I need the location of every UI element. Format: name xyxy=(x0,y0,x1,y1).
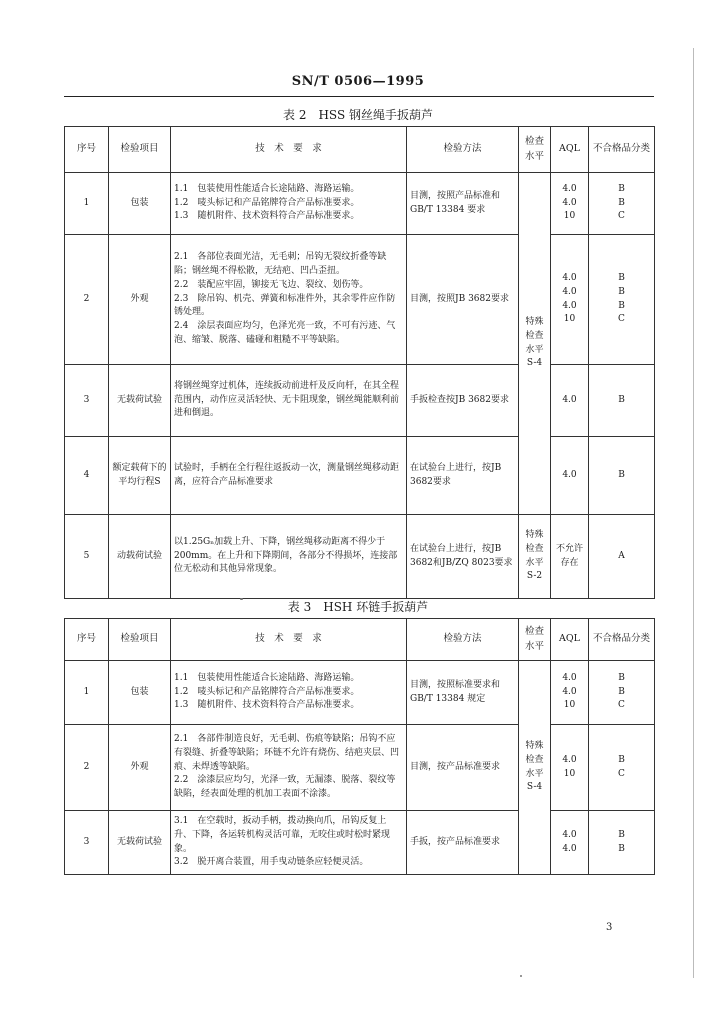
class-value: C xyxy=(618,700,625,711)
row-item: 外观 xyxy=(109,725,171,811)
row-no: 1 xyxy=(65,173,109,235)
class-value: B xyxy=(618,843,625,854)
row-requirements xyxy=(171,365,407,437)
aql-value: 10 xyxy=(563,700,576,711)
row-aql xyxy=(551,173,589,235)
row-class xyxy=(589,515,655,599)
col-class: 不合格品分类 xyxy=(589,619,655,661)
row-class xyxy=(589,811,655,875)
table3-caption: 表 3 HSH 环链手扳葫芦 xyxy=(287,600,429,614)
row-class xyxy=(589,661,655,725)
aql-value: 4.0 xyxy=(562,829,577,840)
class-value: B xyxy=(618,197,625,208)
row-no: 3 xyxy=(65,365,109,437)
row-method: 目测，按照JB 3682要求 xyxy=(407,235,519,365)
requirement-line: 2.2 涂漆层应均匀，光泽一致，无漏漆、脱落、裂纹等缺陷，经表面处理的机加工表面不涂漆。 xyxy=(174,775,396,800)
row-method: 手扳，按产品标准要求 xyxy=(407,811,519,875)
aql-value: 4.0 xyxy=(562,272,577,283)
standard-code: SN/T 0506—1995 xyxy=(291,74,425,89)
requirement-line: 1.3 随机附件、技术资料符合产品标准要求。 xyxy=(174,700,360,711)
aql-value: 10 xyxy=(563,768,576,779)
row-no: 3 xyxy=(65,811,109,875)
requirement-line: 1.3 随机附件、技术资料符合产品标准要求。 xyxy=(174,211,360,222)
row-no: 5 xyxy=(65,515,109,599)
requirement-line: 2.3 除吊钩、机壳、弹簧和标准件外，其余零件应作防锈处理。 xyxy=(174,293,396,318)
table3 xyxy=(64,618,655,875)
table2-caption: 表 2 HSS 钢丝绳手扳葫芦 xyxy=(283,108,433,122)
aql-value: 4.0 xyxy=(562,183,577,194)
aql-value: 10 xyxy=(563,211,576,222)
row-requirements xyxy=(171,235,407,365)
class-value: B xyxy=(618,686,625,697)
table2-body xyxy=(65,173,655,599)
class-value: C xyxy=(618,768,625,779)
aql-value: 4.0 xyxy=(562,672,577,683)
scan-speck xyxy=(240,598,243,600)
table-row xyxy=(65,725,655,811)
table-row xyxy=(65,811,655,875)
shared-inspection-level: 特殊检查水平S-4 xyxy=(519,173,551,515)
aql-value: 不允许存在 xyxy=(555,543,583,568)
aql-value: 4.0 xyxy=(562,469,577,480)
row-requirements xyxy=(171,725,407,811)
row-class xyxy=(589,365,655,437)
row-class xyxy=(589,235,655,365)
col-aql: AQL xyxy=(551,619,589,661)
col-item: 检验项目 xyxy=(109,619,171,661)
row-no: 2 xyxy=(65,235,109,365)
aql-value: 4.0 xyxy=(562,197,577,208)
page-number: 3 xyxy=(606,922,613,933)
table-row xyxy=(65,235,655,365)
table-row xyxy=(65,437,655,515)
class-value: A xyxy=(618,550,625,561)
requirement-line: 2.1 各部位表面光洁，无毛刺；吊钩无裂纹折叠等缺陷；钢丝绳不得松散，无结疤、凹凸歪扭。 xyxy=(174,251,387,276)
row-item: 包装 xyxy=(109,661,171,725)
col-method: 检验方法 xyxy=(407,127,519,173)
row-aql xyxy=(551,811,589,875)
col-no: 序号 xyxy=(65,619,109,661)
col-aql: AQL xyxy=(551,127,589,173)
row-aql xyxy=(551,437,589,515)
row-item: 额定载荷下的平均行程S xyxy=(109,437,171,515)
aql-value: 4.0 xyxy=(562,686,577,697)
requirement-line: 1.1 包装使用性能适合长途陆路、海路运输。 xyxy=(174,672,360,683)
row-aql xyxy=(551,515,589,599)
requirement-line: 1.2 唛头标记和产品铭牌符合产品标准要求。 xyxy=(174,686,360,697)
row-class xyxy=(589,173,655,235)
table-row xyxy=(65,173,655,235)
shared-inspection-level: 特殊检查水平S-4 xyxy=(519,661,551,875)
row-class xyxy=(589,725,655,811)
class-value: C xyxy=(618,211,625,222)
class-value: C xyxy=(618,314,625,325)
row-requirements xyxy=(171,811,407,875)
class-value: B xyxy=(618,286,625,297)
aql-value: 4.0 xyxy=(562,300,577,311)
row-requirements xyxy=(171,173,407,235)
table-row xyxy=(65,661,655,725)
class-value: B xyxy=(618,754,625,765)
row-requirements xyxy=(171,515,407,599)
scan-margin-line xyxy=(693,48,694,978)
table3-body xyxy=(65,661,655,875)
col-req: 技 术 要 求 xyxy=(171,127,407,173)
aql-value: 10 xyxy=(563,314,576,325)
class-value: B xyxy=(618,469,625,480)
col-item: 检验项目 xyxy=(109,127,171,173)
requirement-line: 2.1 各部件制造良好，无毛刺、伤痕等缺陷；吊钩不应有裂缝、折叠等缺陷；环链不允许有烧伤、结疤夹层、凹痕、未焊透等缺陷。 xyxy=(174,733,400,772)
row-method: 目测，按产品标准要求 xyxy=(407,725,519,811)
class-value: B xyxy=(618,672,625,683)
row-class xyxy=(589,437,655,515)
table-row xyxy=(65,365,655,437)
row-aql xyxy=(551,661,589,725)
requirement-line: 试验时，手柄在全行程往返扳动一次，测量钢丝绳移动距离，应符合产品标准要求 xyxy=(174,462,400,487)
class-value: B xyxy=(618,394,625,405)
scan-speck xyxy=(520,975,522,977)
row-item: 动载荷试验 xyxy=(109,515,171,599)
row-item: 无载荷试验 xyxy=(109,365,171,437)
row-aql xyxy=(551,365,589,437)
col-no: 序号 xyxy=(65,127,109,173)
class-value: B xyxy=(618,272,625,283)
class-value: B xyxy=(618,183,625,194)
col-req: 技 术 要 求 xyxy=(171,619,407,661)
row-method: 在试验台上进行，按JB 3682要求 xyxy=(407,437,519,515)
aql-value: 4.0 xyxy=(562,286,577,297)
col-level: 检查水平 xyxy=(519,127,551,173)
row-item: 外观 xyxy=(109,235,171,365)
row-no: 4 xyxy=(65,437,109,515)
row-item: 包装 xyxy=(109,173,171,235)
requirement-line: 3.2 脱开离合装置，用手曳动链条应轻便灵活。 xyxy=(174,857,369,868)
row-requirements xyxy=(171,661,407,725)
row-aql xyxy=(551,725,589,811)
row-method: 在试验台上进行，按JB 3682和JB/ZQ 8023要求 xyxy=(407,515,519,599)
requirement-line: 将钢丝绳穿过机体，连续扳动前进杆及反向杆，在其全程范围内，动作应灵活轻快、无卡阻现象，钢丝绳能顺利前进和倒退。 xyxy=(174,380,400,419)
aql-value: 4.0 xyxy=(562,754,577,765)
col-class: 不合格品分类 xyxy=(589,127,655,173)
aql-value: 4.0 xyxy=(562,394,577,405)
row-aql xyxy=(551,235,589,365)
row-method: 手扳检查按JB 3682要求 xyxy=(407,365,519,437)
col-level: 检查水平 xyxy=(519,619,551,661)
requirement-line: 1.2 唛头标记和产品铭牌符合产品标准要求。 xyxy=(174,197,360,208)
row-no: 2 xyxy=(65,725,109,811)
requirement-line: 3.1 在空载时，扳动手柄，拨动换向爪，吊钩反复上升、下降，各运转机构灵活可靠，无咬住或时松时紧现象。 xyxy=(174,815,391,854)
col-method: 检验方法 xyxy=(407,619,519,661)
requirement-line: 2.4 涂层表面应均匀，色泽光亮一致，不可有污迹、气泡、缩皱、脱落、磕碰和粗糙不平等缺陷。 xyxy=(174,321,396,346)
table-row xyxy=(65,515,655,599)
aql-value: 4.0 xyxy=(562,843,577,854)
class-value: B xyxy=(618,829,625,840)
row-no: 1 xyxy=(65,661,109,725)
class-value: B xyxy=(618,300,625,311)
row-inspection-level: 特殊检查水平S-2 xyxy=(519,515,551,599)
row-method: 目测，按照产品标准和GB/T 13384 要求 xyxy=(407,173,519,235)
row-item: 无载荷试验 xyxy=(109,811,171,875)
requirement-line: 1.1 包装使用性能适合长途陆路、海路运输。 xyxy=(174,183,360,194)
header-rule xyxy=(64,96,654,97)
table2 xyxy=(64,126,655,599)
row-requirements xyxy=(171,437,407,515)
requirement-line: 以1.25Gₙ加载上升、下降，钢丝绳移动距离不得少于200mm。在上升和下降期间，各部分不得损坏，连接部位无松动和其他异常现象。 xyxy=(174,536,398,575)
requirement-line: 2.2 装配应牢固，铆接无飞边、裂纹、划伤等。 xyxy=(174,279,369,290)
row-method: 目测，按照标准要求和GB/T 13384 规定 xyxy=(407,661,519,725)
